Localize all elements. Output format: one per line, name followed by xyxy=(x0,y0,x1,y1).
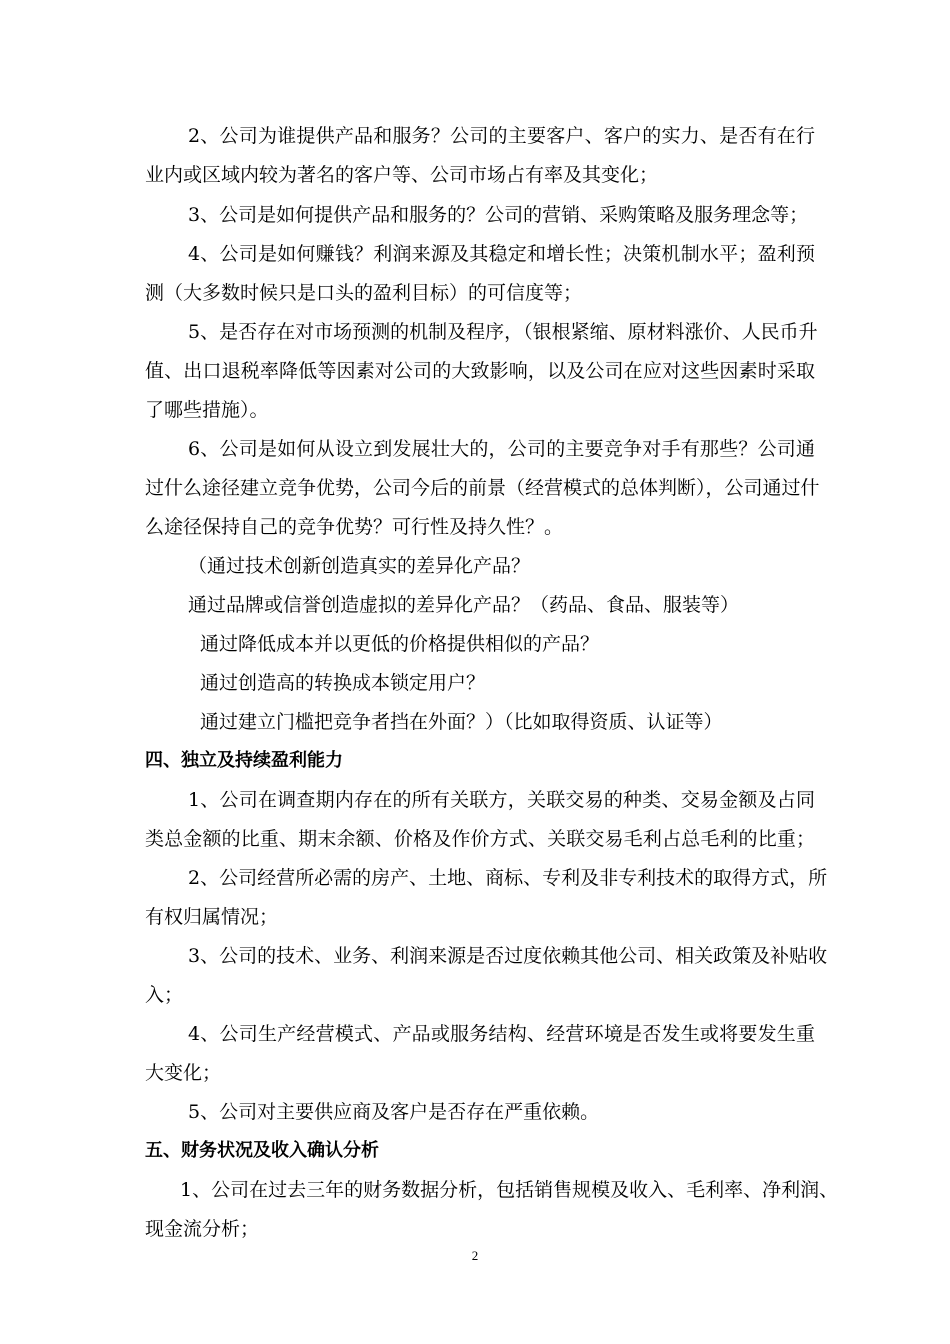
text-line: 3、公司是如何提供产品和服务的？公司的营销、采购策略及服务理念等； xyxy=(188,204,809,226)
text-line: 4、公司生产经营模式、产品或服务结构、经营环境是否发生或将要发生重 xyxy=(188,1023,815,1045)
page-number: 2 xyxy=(471,1248,479,1263)
text-line: 入； xyxy=(145,984,184,1006)
text-line: 2、公司为谁提供产品和服务？公司的主要客户、客户的实力、是否有在行 xyxy=(188,125,815,147)
text-line: 5、是否存在对市场预测的机制及程序，（银根紧缩、原材料涨价、人民币升 xyxy=(188,321,818,343)
text-line: 通过降低成本并以更低的价格提供相似的产品？ xyxy=(200,633,600,655)
section-heading: 四、独立及持续盈利能力 xyxy=(145,750,343,771)
text-line: 么途径保持自己的竞争优势？可行性及持久性？。 xyxy=(145,516,564,538)
text-line: 1、公司在调查期内存在的所有关联方，关联交易的种类、交易金额及占同 xyxy=(188,789,815,811)
text-line: 类总金额的比重、期末余额、价格及作价方式、关联交易毛利占总毛利的比重； xyxy=(145,828,815,850)
text-line: 值、出口退税率降低等因素对公司的大致影响，以及公司在应对这些因素时采取 xyxy=(145,360,815,382)
text-line: 了哪些措施）。 xyxy=(145,399,269,421)
text-line: 2、公司经营所必需的房产、土地、商标、专利及非专利技术的取得方式，所 xyxy=(188,867,828,889)
text-line: 4、公司是如何赚钱？利润来源及其稳定和增长性；决策机制水平；盈利预 xyxy=(188,243,815,265)
section-heading: 五、财务状况及收入确认分析 xyxy=(145,1140,379,1161)
text-line: 测（大多数时候只是口头的盈利目标）的可信度等； xyxy=(145,282,583,304)
text-line: 1、公司在过去三年的财务数据分析，包括销售规模及收入、毛利率、净利润、 xyxy=(180,1179,839,1201)
text-line: 通过品牌或信誉创造虚拟的差异化产品？（药品、食品、服装等） xyxy=(188,594,740,616)
text-line: 现金流分析； xyxy=(145,1218,260,1240)
text-line: 过什么途径建立竞争优势，公司今后的前景（经营模式的总体判断），公司通过什 xyxy=(145,477,820,499)
text-line: （通过技术创新创造真实的差异化产品？ xyxy=(188,555,531,577)
text-line: 通过创造高的转换成本锁定用户？ xyxy=(200,672,486,694)
text-line: 6、公司是如何从设立到发展壮大的，公司的主要竞争对手有那些？公司通 xyxy=(188,438,815,460)
text-line: 5、公司对主要供应商及客户是否存在严重依赖。 xyxy=(188,1101,600,1123)
text-line: 大变化； xyxy=(145,1062,222,1084)
text-line: 有权归属情况； xyxy=(145,906,279,928)
text-line: 通过建立门槛把竞争者挡在外面？）（比如取得资质、认证等） xyxy=(200,711,723,733)
text-line: 业内或区域内较为著名的客户等、公司市场占有率及其变化； xyxy=(145,164,659,186)
text-line: 3、公司的技术、业务、利润来源是否过度依赖其他公司、相关政策及补贴收 xyxy=(188,945,828,967)
